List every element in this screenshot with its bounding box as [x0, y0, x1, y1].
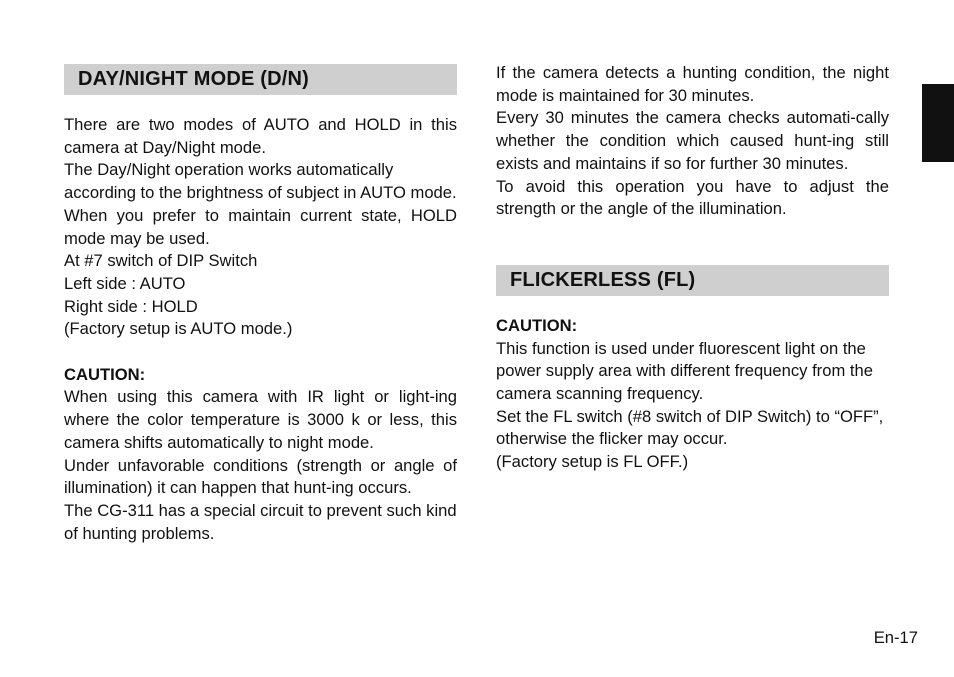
flickerless-factory-note: (Factory setup is FL OFF.) — [496, 452, 689, 472]
day-night-section-title: DAY/NIGHT MODE (D/N) — [64, 64, 457, 95]
day-night-paragraph: There are two modes of AUTO and HOLD in this camera at Day/Night mode. — [64, 115, 457, 157]
dip-switch-left-side: Left side : AUTO — [64, 273, 186, 293]
left-column — [64, 64, 457, 545]
flickerless-paragraph: This function is used under fluorescent light on the power supply area with different frequency from the camera scanning frequency. — [496, 338, 873, 404]
dip-switch-line: At #7 switch of DIP Switch — [64, 251, 258, 271]
page-number: En-17 — [873, 628, 918, 647]
hunting-paragraph: Every 30 minutes the camera checks automati-cally whether the condition which caused hunt-ing still exists and maintains if so for further 30 minutes. — [496, 108, 889, 173]
caution-paragraph: The CG-311 has a special circuit to prevent such kind of hunting problems. — [64, 500, 457, 543]
chapter-tab-marker — [922, 84, 954, 162]
caution-paragraph: Under unfavorable conditions (strength or angle of illumination) it can happen that hunt-ing occurs. — [64, 455, 457, 498]
caution-label: CAUTION: — [496, 315, 578, 335]
caution-label: CAUTION: — [64, 364, 146, 384]
day-night-paragraph: The Day/Night operation works automatically according to the brightness of subject in AUTO mode. — [64, 160, 457, 203]
flickerless-section-title: FLICKERLESS (FL) — [496, 265, 889, 296]
right-column — [496, 62, 889, 474]
factory-setup-note: (Factory setup is AUTO mode.) — [64, 319, 293, 339]
dip-switch-right-side: Right side : HOLD — [64, 296, 198, 316]
hunting-paragraph: If the camera detects a hunting condition, the night mode is maintained for 30 minutes. — [496, 63, 889, 105]
hunting-paragraph: To avoid this operation you have to adjust the strength or the angle of the illumination. — [496, 176, 889, 219]
flickerless-paragraph: Set the FL switch (#8 switch of DIP Switch) to “OFF”, otherwise the flicker may occur. — [496, 406, 884, 449]
caution-paragraph: When using this camera with IR light or light-ing where the color temperature is 3000 k or less, this camera shifts automatically to night mode. — [64, 387, 457, 452]
day-night-paragraph: When you prefer to maintain current state, HOLD mode may be used. — [64, 205, 457, 248]
